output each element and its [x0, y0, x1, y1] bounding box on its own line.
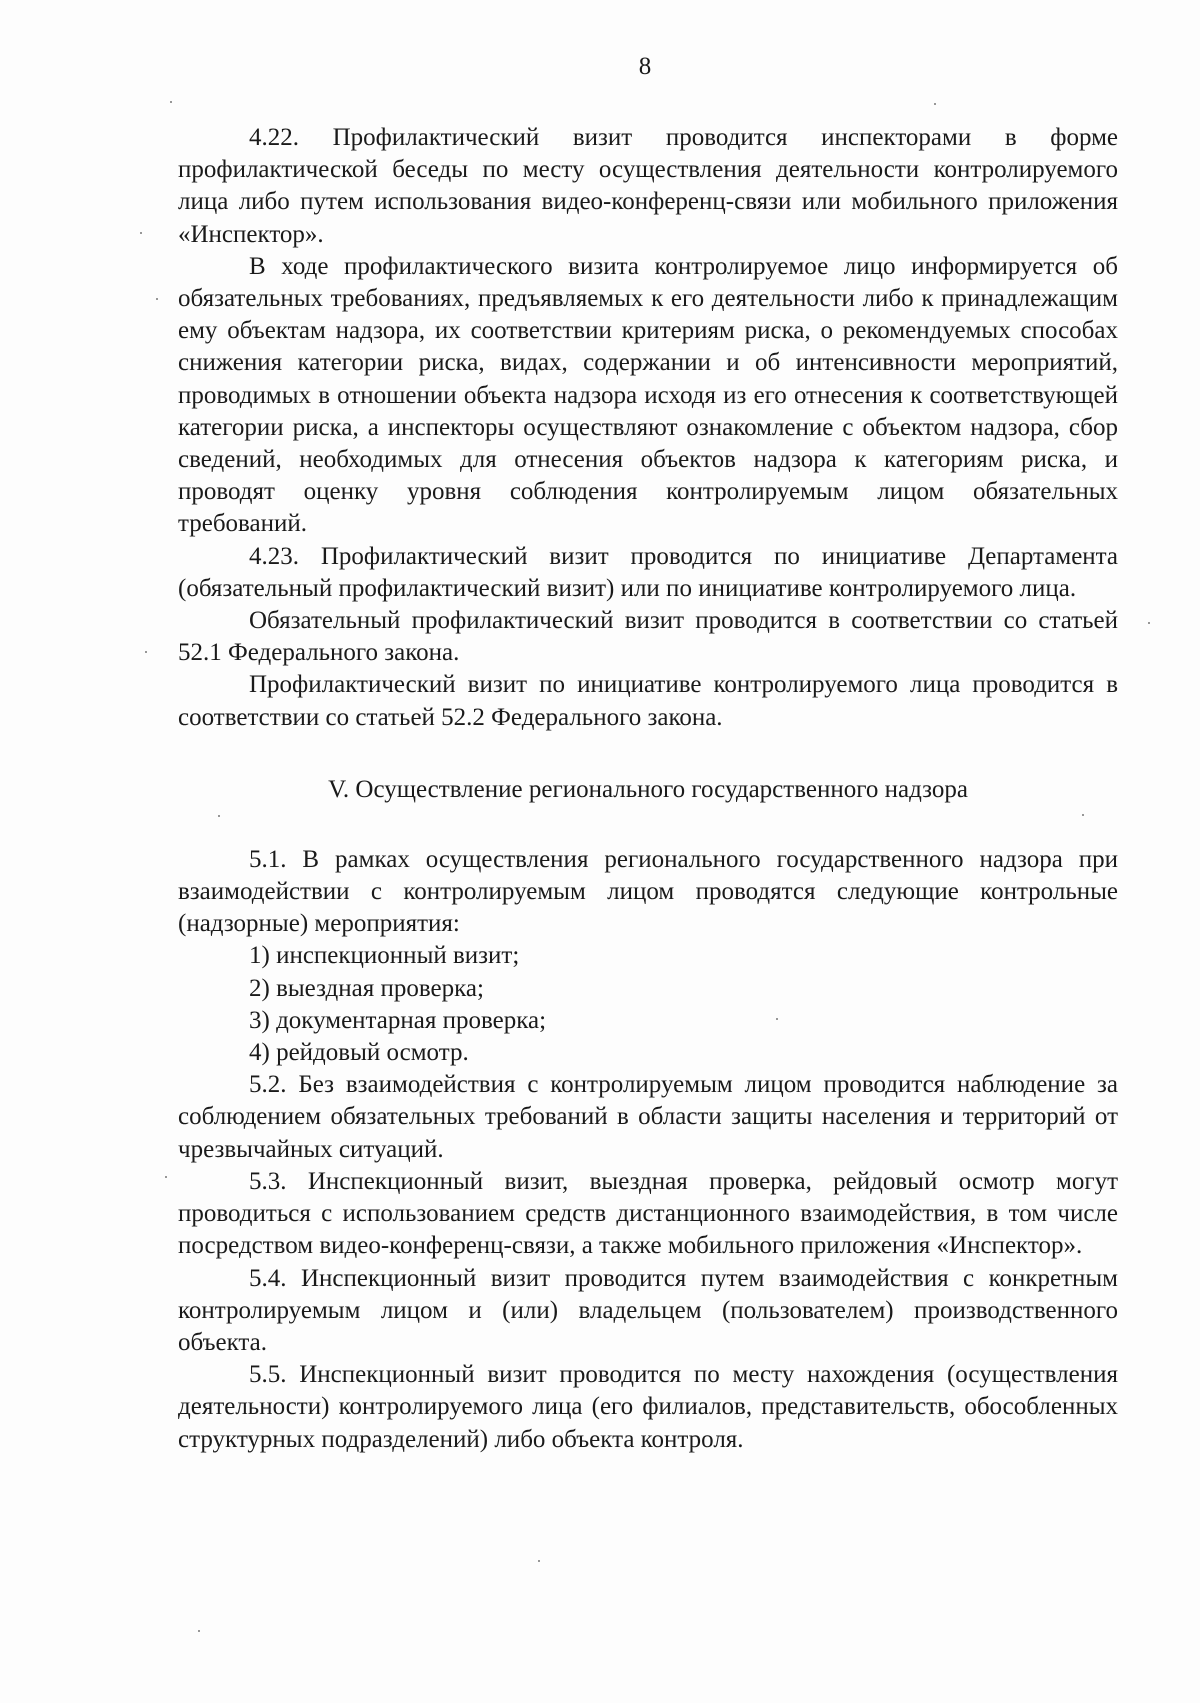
scan-speck	[538, 1560, 540, 1562]
paragraph-5-3: 5.3. Инспекционный визит, выездная проверка, рейдовый осмотр могут проводиться с использованием средств дистанционного взаимодействия, в том числе посредством видео-конференц-связи, а также мобильного приложения «Инспектор».	[178, 1167, 1118, 1260]
scan-speck	[1082, 814, 1084, 816]
paragraph-5-1: 5.1. В рамках осуществления регионального государственного надзора при взаимодействии с контролируемым лицом проводятся следующие контрольные (надзорные) мероприятия:	[178, 845, 1118, 938]
list-item-field-check: 2) выездная проверка;	[249, 974, 484, 1002]
scan-speck	[218, 815, 220, 817]
paragraph-4-22-detail: В ходе профилактического визита контролируемое лицо информируется об обязательных требованиях, предъявляемых к его деятельности либо к принадлежащим ему объектам надзора, их соответствии критериям риска, о рекомендуемых способах снижения категории риска, видах, содержании и об интенсивности мероприятий, проводимых в отношении объекта надзора исходя из его отнесения к соответствующей категории риска, а инспекторы осуществляют ознакомление с объектом надзора, сбор сведений, необходимых для отнесения объектов надзора к категориям риска, и проводят оценку уровня соблюдения контролируемым лицом обязательных требований.	[178, 252, 1118, 538]
paragraph-mandatory-visit: Обязательный профилактический визит проводится в соответствии со статьей 52.1 Федерального закона.	[178, 607, 1118, 667]
scan-speck	[165, 1176, 167, 1178]
document-body	[178, 122, 1118, 1456]
paragraph-4-23: 4.23. Профилактический визит проводится по инициативе Департамента (обязательный профилактический визит) или по инициативе контролируемого лица.	[178, 542, 1118, 602]
paragraph-4-22: 4.22. Профилактический визит проводится инспекторами в форме профилактической беседы по месту осуществления деятельности контролируемого лица либо путем использования видео-конференц-связи или мобильного приложения «Инспектор».	[178, 124, 1118, 248]
scan-speck	[145, 651, 147, 653]
paragraph-5-5: 5.5. Инспекционный визит проводится по месту нахождения (осуществления деятельности) контролируемого лица (его филиалов, представительств, обособленных структурных подразделений) либо объекта контроля.	[178, 1361, 1118, 1453]
list-item-documentary-check: 3) документарная проверка;	[249, 1006, 547, 1034]
list-item-raid-inspection: 4) рейдовый осмотр.	[249, 1039, 469, 1067]
scan-speck	[140, 232, 142, 234]
page-number: 8	[638, 53, 652, 80]
scan-speck	[776, 1018, 778, 1020]
scan-speck	[198, 1630, 200, 1632]
section-5-heading: V. Осуществление регионального государственного надзора	[328, 775, 968, 803]
paragraph-5-2: 5.2. Без взаимодействия с контролируемым лицом проводится наблюдение за соблюдением обязательных требований в области защиты населения и территорий от чрезвычайных ситуаций.	[178, 1071, 1118, 1163]
scan-speck	[1148, 622, 1150, 624]
scan-speck	[156, 298, 158, 300]
list-item-inspection-visit: 1) инспекционный визит;	[249, 942, 520, 970]
scan-speck	[934, 103, 936, 105]
paragraph-5-4: 5.4. Инспекционный визит проводится путем взаимодействия с конкретным контролируемым лицом и (или) владельцем (пользователем) производственного объекта.	[178, 1264, 1118, 1356]
paragraph-initiative-visit: Профилактический визит по инициативе контролируемого лица проводится в соответствии со статьей 52.2 Федерального закона.	[178, 671, 1118, 731]
scan-speck	[170, 101, 172, 103]
